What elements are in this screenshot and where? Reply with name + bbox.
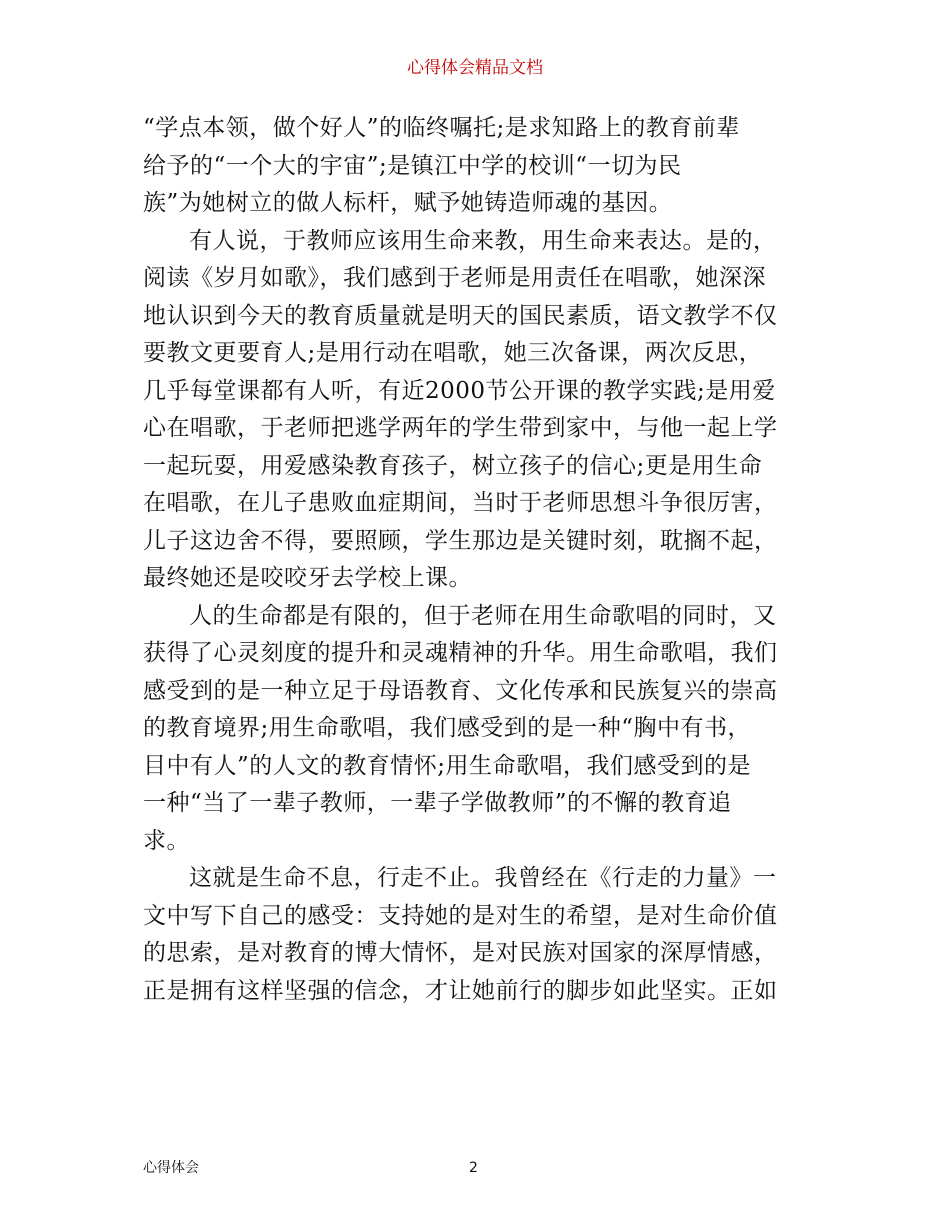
- text-line: 族”为她树立的做人标杆，赋予她铸造师魂的基因。: [143, 190, 673, 216]
- text-line: 的思索，是对教育的博大情怀，是对民族对国家的深厚情感，: [143, 940, 778, 966]
- text-line: 给予的“一个大的宇宙”;是镇江中学的校训“一切为民: [143, 152, 682, 179]
- paragraph-first-line: 这就是生命不息，行走不止。我曾经在《行走的力量》一: [189, 865, 777, 891]
- text-line: 目中有人”的人文的教育情怀;用生命歌唱，我们感受到的是: [143, 752, 752, 779]
- text-line: 儿子这边舍不得，要照顾，学生那边是关键时刻，耽搁不起，: [143, 527, 778, 554]
- text-line: 文中写下自己的感受：支持她的是对生的希望，是对生命价值: [143, 902, 778, 929]
- text-line: 一种“当了一辈子教师，一辈子学做教师”的不懈的教育追: [143, 790, 732, 816]
- text-line: 的教育境界;用生命歌唱，我们感受到的是一种“胸中有书，: [143, 715, 752, 741]
- paragraph-first-line: 人的生命都是有限的，但于老师在用生命歌唱的同时，又: [189, 602, 777, 629]
- text-line: 求。: [143, 827, 190, 854]
- text-line: 最终她还是咬咬牙去学校上课。: [143, 565, 472, 591]
- text-line: 获得了心灵刻度的提升和灵魂精神的升华。用生命歌唱，我们: [143, 640, 778, 666]
- document-footer: [0, 1157, 950, 1179]
- text-line: 地认识到今天的教育质量就是明天的国民素质，语文教学不仅: [143, 302, 778, 329]
- paragraph-first-line: 有人说，于教师应该用生命来教，用生命来表达。是的，: [189, 227, 777, 254]
- text-line: “学点本领，做个好人”的临终嘱托;是求知路上的教育前辈: [143, 115, 740, 141]
- footer-label: 心得体会: [143, 1160, 199, 1176]
- page-number: 2: [469, 1160, 478, 1176]
- text-line: 在唱歌，在儿子患败血症期间，当时于老师思想斗争很厉害，: [143, 490, 778, 516]
- document-body: [143, 110, 811, 1010]
- text-line: 心在唱歌，于老师把逃学两年的学生带到家中，与他一起上学: [143, 415, 778, 441]
- document-header-title: 心得体会精品文档: [407, 58, 543, 78]
- text-line: 要教文更要育人;是用行动在唱歌，她三次备课，两次反思，: [143, 340, 763, 366]
- text-line: 感受到的是一种立足于母语教育、文化传承和民族复兴的崇高: [143, 677, 778, 704]
- text-line: 正是拥有这样坚强的信念，才让她前行的脚步如此坚实。正如: [143, 977, 778, 1004]
- text-line: 一起玩耍，用爱感染教育孩子，树立孩子的信心;更是用生命: [143, 452, 763, 479]
- text-line: 几乎每堂课都有人听，有近2000节公开课的教学实践;是用爱: [143, 377, 776, 404]
- text-line: 阅读《岁月如歌》，我们感到于老师是用责任在唱歌，她深深: [143, 265, 766, 291]
